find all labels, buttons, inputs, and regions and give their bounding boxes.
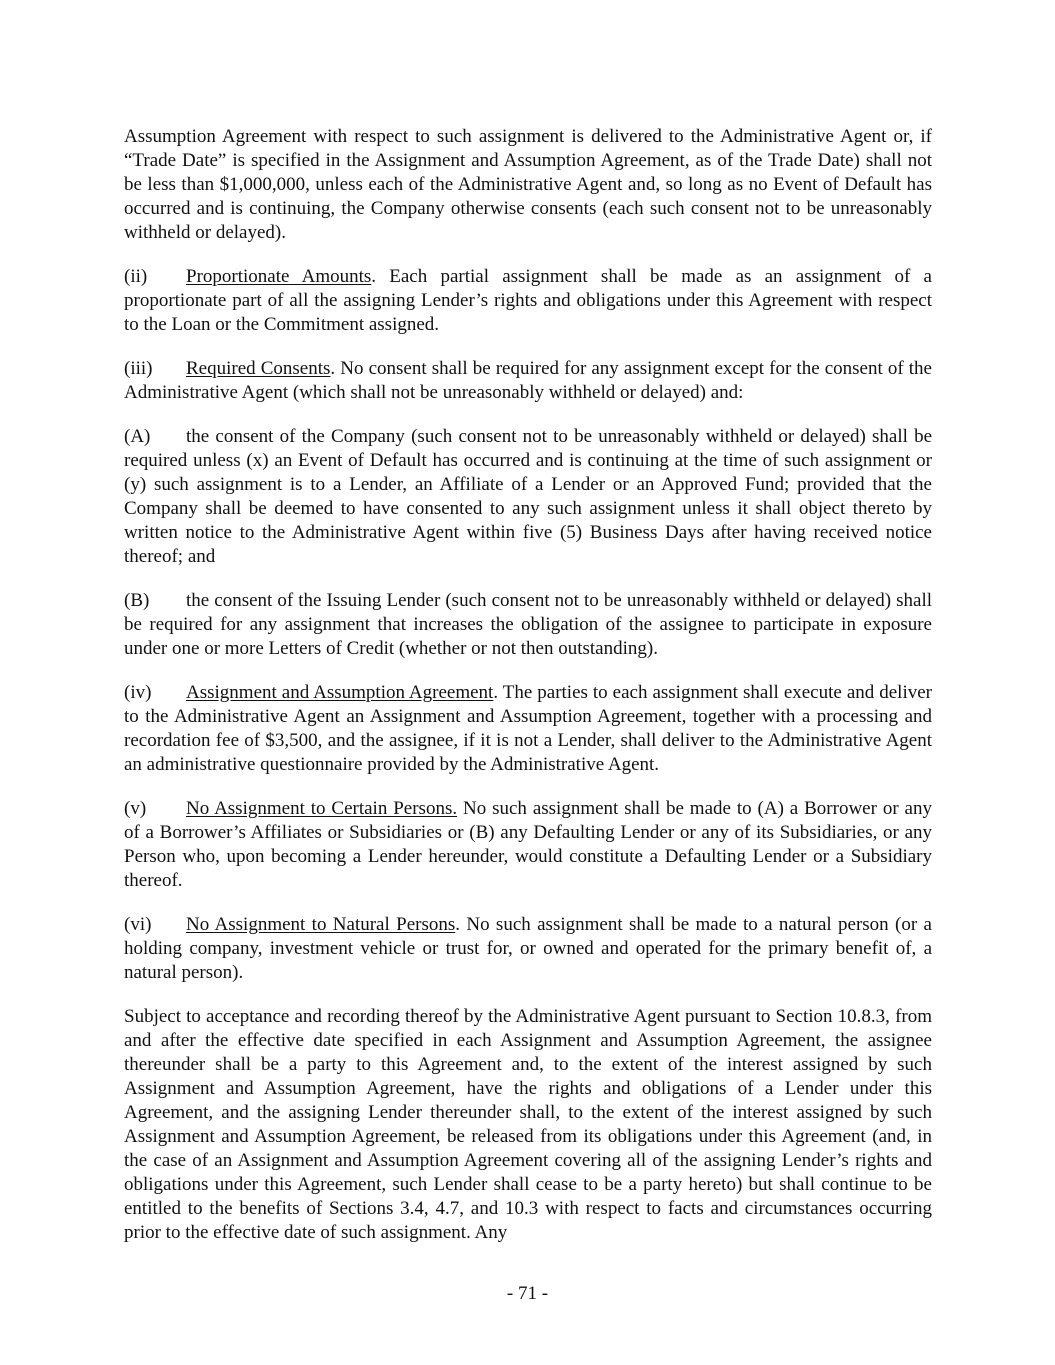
paragraph-number: (A) — [124, 426, 151, 447]
paragraph-text: . No such assignment shall be made to a natural person (or a holding company, investment vehicle or trust for, or owned and operated for the primary benefit of, a natural person). — [124, 914, 932, 983]
paragraph-clause-b — [124, 589, 932, 661]
paragraph-natural-persons — [124, 913, 932, 985]
paragraph-text: Subject to acceptance and recording thereof by the Administrative Agent pursuant to Section 10.8.3, from and after the effective date specified in each Assignment and Assumption Agreement, the assignee thereunder shall be a party to this Agreement and, to the extent of the interest assigned by such Assignment and Assumption Agreement, have the rights and obligations of a Lender under this Agreement, and the assigning Lender thereunder shall, to the extent of the interest assigned by such Assignment and Assumption Agreement, be released from its obligations under this Agreement (and, in the case of an Assignment and Assumption Agreement covering all of the assigning Lender’s rights and obligations under this Agreement, such Lender shall cease to be a party hereto) but shall continue to be entitled to the benefits of Sections 3.4, 4.7, and 10.3 with respect to facts and circumstances occurring prior to the effective date of such assignment. Any — [124, 1006, 932, 1243]
paragraph-text: . No consent shall be required for any assignment except for the consent of the Administrative Agent (which shall not be unreasonably withheld or delayed) and: — [124, 358, 932, 403]
paragraph-number: (B) — [124, 590, 150, 611]
paragraph-number: (iii) — [124, 358, 153, 379]
paragraph-number: (v) — [124, 798, 147, 819]
paragraph-clause-a — [124, 425, 932, 569]
paragraph-certain-persons — [124, 797, 932, 893]
paragraph-text: . The parties to each assignment shall execute and deliver to the Administrative Agent an Assignment and Assumption Agreement, together with a processing and recordation fee of $3,500, and the assignee, if it is not a Lender, shall deliver to the Administrative Agent an administrative questionnaire provided by the Administrative Agent. — [124, 682, 932, 775]
paragraph-text: . Each partial assignment shall be made as an assignment of a proportionate part of all the assigning Lender’s rights and obligations under this Agreement with respect to the Loan or the Commitment assigned. — [124, 266, 932, 335]
paragraph-heading: Proportionate Amounts — [186, 266, 372, 287]
paragraph-assignment-agreement — [124, 681, 932, 777]
paragraph-text: the consent of the Issuing Lender (such consent not to be unreasonably withheld or delayed) shall be required for any assignment that increases the obligation of the assignee to participate in exposure under one or more Letters of Credit (whether or not then outstanding). — [124, 590, 932, 659]
paragraph-required-consents — [124, 357, 932, 405]
paragraph-text: Assumption Agreement with respect to such assignment is delivered to the Administrative Agent or, if “Trade Date” is specified in the Assignment and Assumption Agreement, as of the Trade Date) shall not be less than $1,000,000, unless each of the Administrative Agent and, so long as no Event of Default has occurred and is continuing, the Company otherwise consents (each such consent not to be unreasonably withheld or delayed). — [124, 126, 932, 243]
document-page — [124, 125, 932, 1265]
paragraph-heading: Assignment and Assumption Agreement — [186, 682, 494, 703]
paragraph-heading: No Assignment to Certain Persons. — [186, 798, 458, 819]
paragraph-continuation — [124, 125, 932, 245]
paragraph-heading: No Assignment to Natural Persons — [186, 914, 456, 935]
paragraph-heading: Required Consents — [186, 358, 331, 379]
paragraph-text: the consent of the Company (such consent not to be unreasonably withheld or delayed) shall be required unless (x) an Event of Default has occurred and is continuing at the time of such assignment or (y) such assignment is to a Lender, an Affiliate of a Lender or an Approved Fund; provided that the Company shall be deemed to have consented to any such assignment unless it shall object thereto by written notice to the Administrative Agent within five (5) Business Days after having received notice thereof; and — [124, 426, 932, 567]
paragraph-acceptance-recording — [124, 1005, 932, 1245]
paragraph-text: No such assignment shall be made to (A) a Borrower or any of a Borrower’s Affiliates or Subsidiaries or (B) any Defaulting Lender or any of its Subsidiaries, or any Person who, upon becoming a Lender hereunder, would constitute a Defaulting Lender or a Subsidiary thereof. — [124, 798, 932, 891]
paragraph-number: (iv) — [124, 682, 152, 703]
page-number: - 71 - — [506, 1283, 549, 1304]
paragraph-number: (vi) — [124, 914, 152, 935]
paragraph-proportionate-amounts — [124, 265, 932, 337]
paragraph-number: (ii) — [124, 266, 148, 287]
